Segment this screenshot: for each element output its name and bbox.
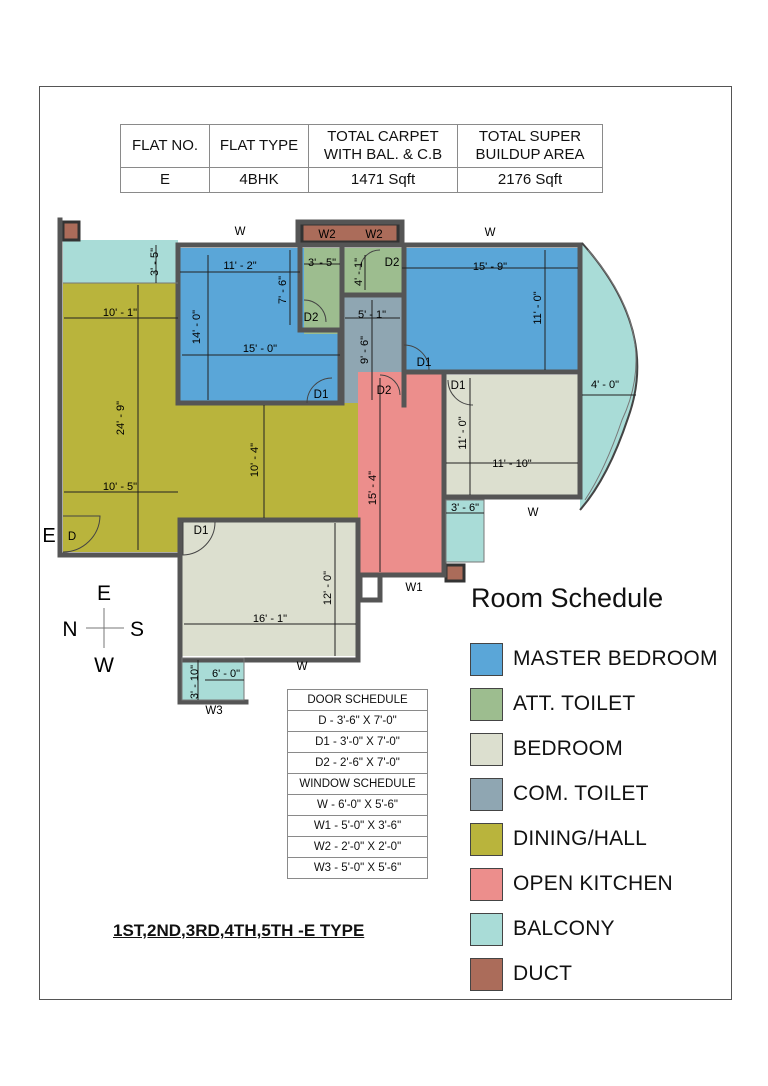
legend-label: BALCONY [513,917,615,940]
legend-item-att-toilet [470,687,635,721]
legend-label: DINING/HALL [513,827,648,850]
schedule-row: D1 - 3'-0" X 7'-0" [288,732,428,753]
dim-balcony-e-width: 4' - 0" [590,379,620,391]
dim-mb1-width-inner: 15' - 0" [242,343,278,355]
dim-passage-depth: 10' - 4" [249,442,261,478]
legend-label: BEDROOM [513,737,623,760]
dim-mb1-depth: 14' - 0" [191,309,203,345]
legend-swatch [470,733,503,766]
label-d2-att2: D2 [384,257,400,269]
dim-hall-depth: 24' - 9" [115,400,127,436]
legend-swatch [470,778,503,811]
legend-label: OPEN KITCHEN [513,872,673,895]
door-window-schedule [287,689,428,879]
label-main-door: D [67,531,77,543]
legend-item-dining-hall [470,822,647,856]
compass-west: W [94,654,114,677]
label-w1: W1 [405,582,423,594]
label-w2-left: W2 [318,229,336,241]
legend-swatch [470,688,503,721]
dim-kitchen-depth: 15' - 4" [367,470,379,506]
value-flat-no: E [121,168,210,193]
schedule-door-title: DOOR SCHEDULE [288,690,428,711]
header-flat-type: FLAT TYPE [210,125,309,168]
header-flat-no: FLAT NO. [121,125,210,168]
dim-com-toilet-width: 5' - 1" [357,309,387,321]
label-window-mb2: W [484,227,496,239]
legend-swatch [470,913,503,946]
value-flat-type: 4BHK [210,168,309,193]
legend-item-com-toilet [470,777,649,811]
duct-top-left [63,222,79,240]
legend-label: MASTER BEDROOM [513,647,718,670]
header-super-buildup: TOTAL SUPER BUILDUP AREA [458,125,603,168]
duct-top [302,224,398,242]
schedule-row: D2 - 2'-6" X 7'-0" [288,753,428,774]
label-w2-right: W2 [365,229,383,241]
legend-item-bedroom [470,732,623,766]
dim-bed-e-width: 11' - 10" [492,458,532,470]
legend-swatch [470,868,503,901]
label-window-bed-w: W [296,661,308,673]
label-d1-mb1: D1 [313,389,329,401]
compass-east: E [96,582,112,605]
dim-mb2-depth: 11' - 0" [532,291,544,325]
legend-item-open-kitchen [470,867,673,901]
schedule-row: D - 3'-6" X 7'-0" [288,711,428,732]
header-total-carpet: TOTAL CARPET WITH BAL. & C.B [309,125,458,168]
dim-balcony-s-width: 3' - 6" [450,502,480,514]
compass-north: N [62,618,78,641]
legend-swatch [470,643,503,676]
dim-mb1-width: 11' - 2" [223,260,257,272]
dim-hall-width-bottom: 10' - 5" [102,481,138,493]
dim-balcony-w-depth: 3' - 10" [189,664,201,700]
label-w3: W3 [205,705,223,717]
dim-bed-w-depth: 12' - 0" [322,570,334,606]
legend-item-balcony [470,912,615,946]
label-d2-com: D2 [376,385,392,397]
compass [62,582,144,677]
schedule-row: W3 - 5'-0" X 5'-6" [288,858,428,879]
dim-hall-width-top: 10' - 1" [102,307,138,319]
legend-item-master-bedroom [470,642,718,676]
dim-bed-w-width: 16' - 1" [252,613,288,625]
schedule-row: W2 - 2'-0" X 2'-0" [288,837,428,858]
schedule-window-title: WINDOW SCHEDULE [288,774,428,795]
balcony-east [580,243,637,510]
value-total-carpet: 1471 Sqft [309,168,458,193]
legend-swatch [470,958,503,991]
dim-att-toilet2-depth: 4' - 1" [353,257,365,287]
dim-com-toilet-depth: 9' - 6" [359,335,371,365]
duct-bottom [446,565,464,581]
compass-south: S [129,618,145,641]
legend-label: COM. TOILET [513,782,649,805]
dim-balcony-w-width: 6' - 0" [211,668,241,680]
legend-swatch [470,823,503,856]
label-d1-mb2: D1 [416,357,432,369]
label-d2-att1: D2 [303,312,319,324]
plan-caption: 1ST,2ND,3RD,4TH,5TH -E TYPE [113,921,365,940]
dim-balcony1-depth: 3' - 5" [149,247,161,277]
label-window-bed-e: W [527,507,539,519]
dim-att-toilet1-width: 3' - 5" [307,257,337,269]
legend-title: Room Schedule [471,583,664,613]
legend-item-duct [470,957,572,991]
schedule-row: W - 6'-0" X 5'-6" [288,795,428,816]
label-d1-bed-w: D1 [193,525,209,537]
label-d1-bed-e: D1 [450,380,466,392]
dim-mb2-width: 15' - 9" [472,261,508,273]
dim-bed-e-depth: 11' - 0" [457,416,469,450]
entrance-label: E [42,525,56,547]
schedule-row: W1 - 5'-0" X 3'-6" [288,816,428,837]
value-super-buildup: 2176 Sqft [458,168,603,193]
open-kitchen-top [402,372,444,403]
label-window-mb1: W [234,226,246,238]
dim-att-toilet1-depth: 7' - 6" [277,275,289,305]
legend-label: DUCT [513,962,573,985]
legend-label: ATT. TOILET [513,692,636,715]
